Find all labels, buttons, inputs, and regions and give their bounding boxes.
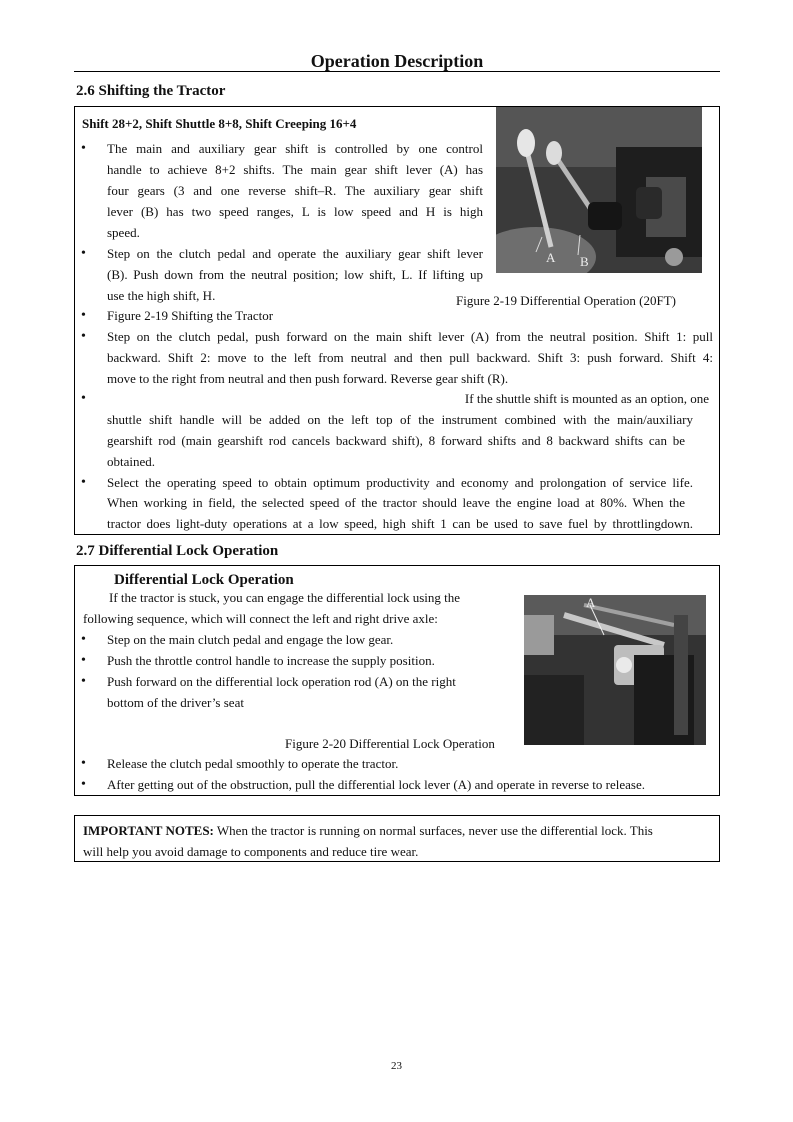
- bullet-2-line-1: Step on the clutch pedal and operate the auxiliary gear shift lever: [107, 246, 483, 261]
- bullet-dot: •: [81, 308, 86, 323]
- header-rule: [74, 71, 720, 72]
- bullet-2-line-2: (B). Push down from the neutral position; low shift, L. If lifting up: [107, 267, 483, 282]
- figure-2-20-caption: Figure 2-20 Differential Lock Operation: [285, 736, 495, 751]
- bullet-dot: •: [81, 653, 86, 668]
- step-3: Push forward on the differential lock operation rod (A) on the right: [107, 674, 456, 689]
- bullet-dot: •: [81, 141, 86, 156]
- differential-lock-photo: [524, 595, 706, 745]
- step-3-cont: bottom of the driver’s seat: [107, 695, 244, 710]
- bullet-5-line-2: gearshift rod (main gearshift rod cancels backward shift), 8 forward shifts and 8 backward shifts can be: [107, 433, 685, 448]
- important-notes-text: [83, 820, 711, 862]
- bullet-5-first-line: If the shuttle shift is mounted as an option, one: [464, 391, 709, 406]
- bullet-4-line-3: move to the right from neutral and then push forward. Reverse gear shift (R).: [107, 371, 509, 386]
- bullet-1-line-4: lever (B) has two speed ranges, L is low speed and H is high: [107, 204, 483, 219]
- bullet-1-line-1: The main and auxiliary gear shift is controlled by one control: [107, 141, 483, 156]
- bullet-dot: •: [81, 756, 86, 771]
- bullet-dot: •: [81, 674, 86, 689]
- section-2-6-heading: 2.6 Shifting the Tractor: [76, 83, 226, 99]
- bullet-release: Release the clutch pedal smoothly to operate the tractor.: [107, 756, 399, 771]
- bullet-2-line-3: use the high shift, H.: [107, 288, 216, 303]
- bullet-dot: •: [81, 475, 86, 490]
- photo-label-b: B: [580, 254, 589, 269]
- bullet-dot: •: [81, 632, 86, 647]
- photo-label-a: A: [586, 595, 596, 610]
- bullet-3: Figure 2-19 Shifting the Tractor: [107, 308, 274, 323]
- bullet-4-line-1: Step on the clutch pedal, push forward on the main shift lever (A) from the neutral position. Shift 1: pull: [107, 329, 713, 344]
- bullet-dot: •: [81, 246, 86, 261]
- intro-line-1: If the tractor is stuck, you can engage the differential lock using the: [109, 590, 460, 605]
- step-2: Push the throttle control handle to increase the supply position.: [107, 653, 435, 668]
- bullet-dot: •: [81, 329, 86, 344]
- shifting-box: [74, 106, 720, 535]
- page-number: 23: [391, 1060, 402, 1072]
- photo-label-a: A: [546, 250, 556, 265]
- bullet-dot: •: [81, 391, 86, 406]
- bullet-5-line-3: obtained.: [107, 454, 156, 469]
- shifting-box-title: Shift 28+2, Shift Shuttle 8+8, Shift Creeping 16+4: [82, 116, 357, 131]
- important-label: IMPORTANT NOTES:: [83, 823, 214, 838]
- bullet-dot: •: [81, 777, 86, 792]
- step-1: Step on the main clutch pedal and engage the low gear.: [107, 632, 394, 647]
- bullet-4-line-2: backward. Shift 2: move to the left from neutral and then pull backward. Shift 3: push forward. Shift 4:: [107, 350, 713, 365]
- important-text: When the tractor is running on normal surfaces, never use the differential lock. This: [213, 823, 653, 838]
- page-header-title: Operation Description: [310, 51, 484, 71]
- bullet-1-line-5: speed.: [107, 225, 140, 240]
- figure-2-19-caption: Figure 2-19 Differential Operation (20FT): [456, 293, 676, 308]
- intro-line-2: following sequence, which will connect the left and right drive axle:: [83, 611, 438, 626]
- bullet-after: After getting out of the obstruction, pull the differential lock lever (A) and operate in reverse to release.: [107, 777, 645, 792]
- important-notes-box: [74, 815, 720, 862]
- bullet-6-line-3: tractor does light-duty operations at a low speed, high shift 1 can be used to save fuel by throttlingdown.: [107, 516, 693, 531]
- important-text-line-2: will help you avoid damage to components and reduce tire wear.: [83, 844, 419, 859]
- gear-shift-photo: [496, 107, 702, 273]
- bullet-1-line-2: handle to achieve 8+2 shifts. The main gear shift lever (A) has: [107, 162, 483, 177]
- bullet-6-line-1: Select the operating speed to obtain optimum productivity and economy and prolongation of service life.: [107, 475, 693, 490]
- differential-box-title: Differential Lock Operation: [114, 572, 294, 588]
- bullet-5-line-1: shuttle shift handle will be added on the left top of the instrument combined with the main/auxiliary: [107, 412, 693, 427]
- section-2-7-heading: 2.7 Differential Lock Operation: [76, 543, 279, 559]
- differential-box: [74, 565, 720, 796]
- bullet-6-line-2: When working in field, the selected speed of the tractor should leave the engine load at 80%. When the: [107, 495, 685, 510]
- bullet-1-line-3: four gears (3 and one reverse shift–R. The auxiliary gear shift: [107, 183, 483, 198]
